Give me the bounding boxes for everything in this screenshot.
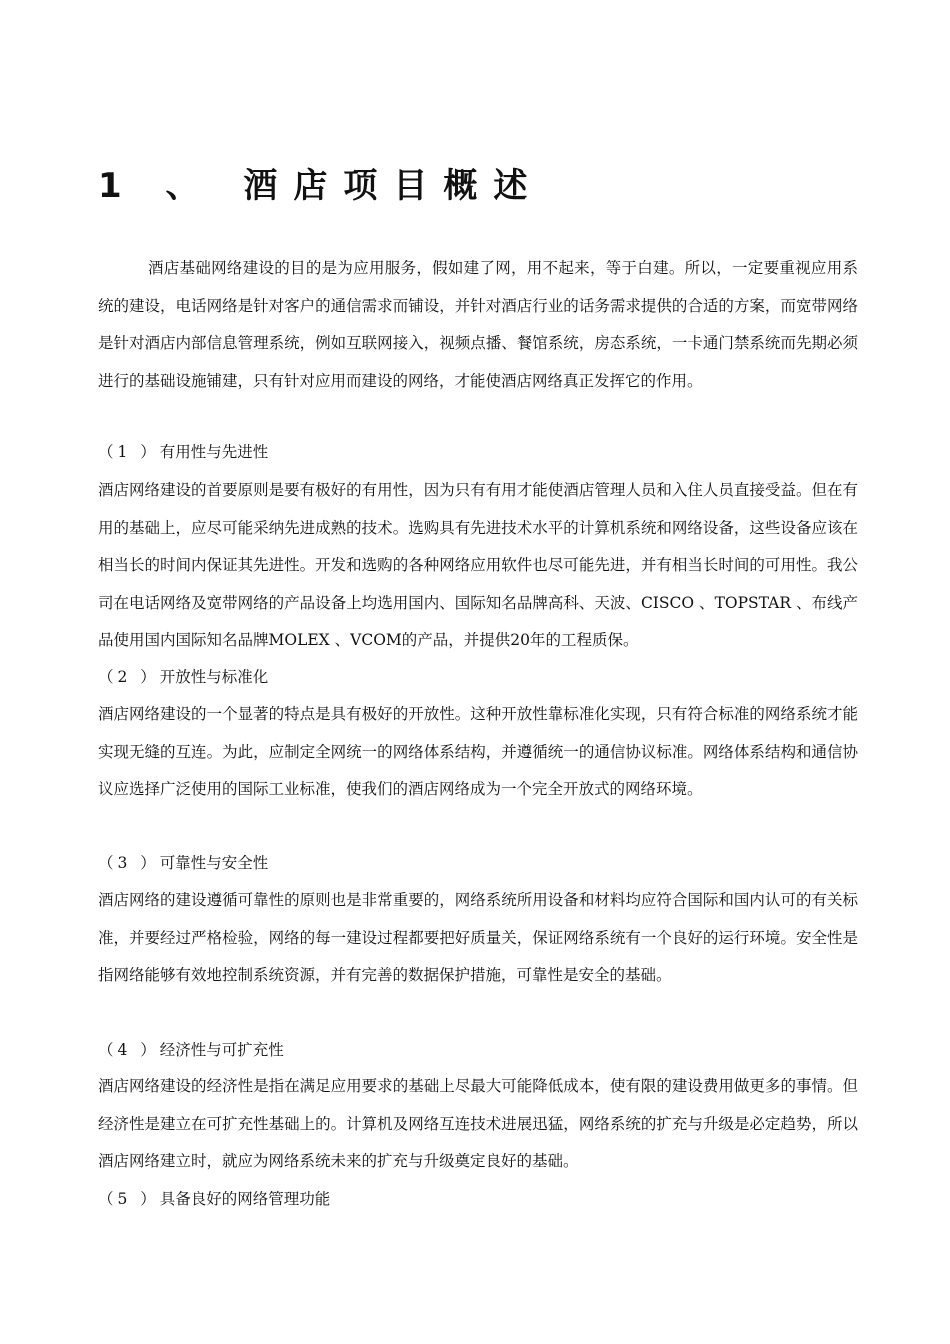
- section-4-title: 经济性与可扩充性: [159, 1041, 284, 1059]
- section-3-heading: [98, 845, 268, 883]
- section-5-number: （5 ）: [98, 1190, 160, 1208]
- intro-paragraph: 酒店基础网络建设的目的是为应用服务，假如建了网，用不起来，等于白建。所以，一定要重视应用系统的建设，电话网络是针对客户的通信需求而铺设，并针对酒店行业的话务需求提供的合适的方案，而宽带网络是针对酒店内部信息管理系统，例如互联网接入，视频点播、餐馆系统，房态系统，一卡通门禁系统而先期必须进行的基础设施铺建，只有针对应用而建设的网络，才能使酒店网络真正发挥它的作用。: [98, 259, 858, 390]
- section-4-body: 酒店网络建设的经济性是指在满足应用要求的基础上尽最大可能降低成本，使有限的建设费用做更多的事情。但经济性是建立在可扩充性基础上的。计算机及网络互连技术进展迅猛，网络系统的扩充与升级是必定趋势，所以酒店网络建立时，就应为网络系统未来的扩充与升级奠定良好的基础。: [98, 1077, 858, 1170]
- section-2-title: 开放性与标准化: [159, 668, 269, 686]
- section-1-number: （1 ）: [98, 443, 160, 461]
- section-2-body: 酒店网络建设的一个显著的特点是具有极好的开放性。这种开放性靠标准化实现，只有符合标准的网络系统才能实现无缝的互连。为此，应制定全网统一的网络体系结构，并遵循统一的通信协议标准。网络体系结构和通信协议应选择广泛使用的国际工业标准，使我们的酒店网络成为一个完全开放式的网络环境。: [98, 705, 858, 798]
- section-3-body: 酒店网络的建设遵循可靠性的原则也是非常重要的，网络系统所用设备和材料均应符合国际和国内认可的有关标准，并要经过严格检验，网络的每一建设过程都要把好质量关，保证网络系统有一个良好的运行环境。安全性是指网络能够有效地控制系统资源，并有完善的数据保护措施，可靠性是安全的基础。: [98, 891, 858, 984]
- section-1-heading: [98, 434, 268, 472]
- page-title: 1 、 酒店项目概述: [98, 166, 544, 206]
- section-4-heading: [98, 1032, 284, 1070]
- section-3-number: （3 ）: [98, 854, 160, 872]
- section-2-heading: [98, 659, 268, 697]
- section-5-heading: [98, 1181, 330, 1219]
- section-1-title: 有用性与先进性: [159, 443, 269, 461]
- section-5-title: 具备良好的网络管理功能: [159, 1190, 331, 1208]
- section-2-number: （2 ）: [98, 668, 160, 686]
- section-3-title: 可靠性与安全性: [159, 854, 269, 872]
- section-4-number: （4 ）: [98, 1041, 160, 1059]
- section-1-body: 酒店网络建设的首要原则是要有极好的有用性，因为只有有用才能使酒店管理人员和入住人员直接受益。但在有用的基础上，应尽可能采纳先进成熟的技术。选购具有先进技术水平的计算机系统和网络设备，这些设备应该在相当长的时间内保证其先进性。开发和选购的各种网络应用软件也尽可能先进，并有相当长时间的可用性。我公司在电话网络及宽带网络的产品设备上均选用国内、国际知名品牌高科、天波、CISCO 、TOPSTAR 、布线产品使用国内国际知名品牌MOLEX 、VCOM的产品，并提供20年的工程质保。: [98, 481, 858, 649]
